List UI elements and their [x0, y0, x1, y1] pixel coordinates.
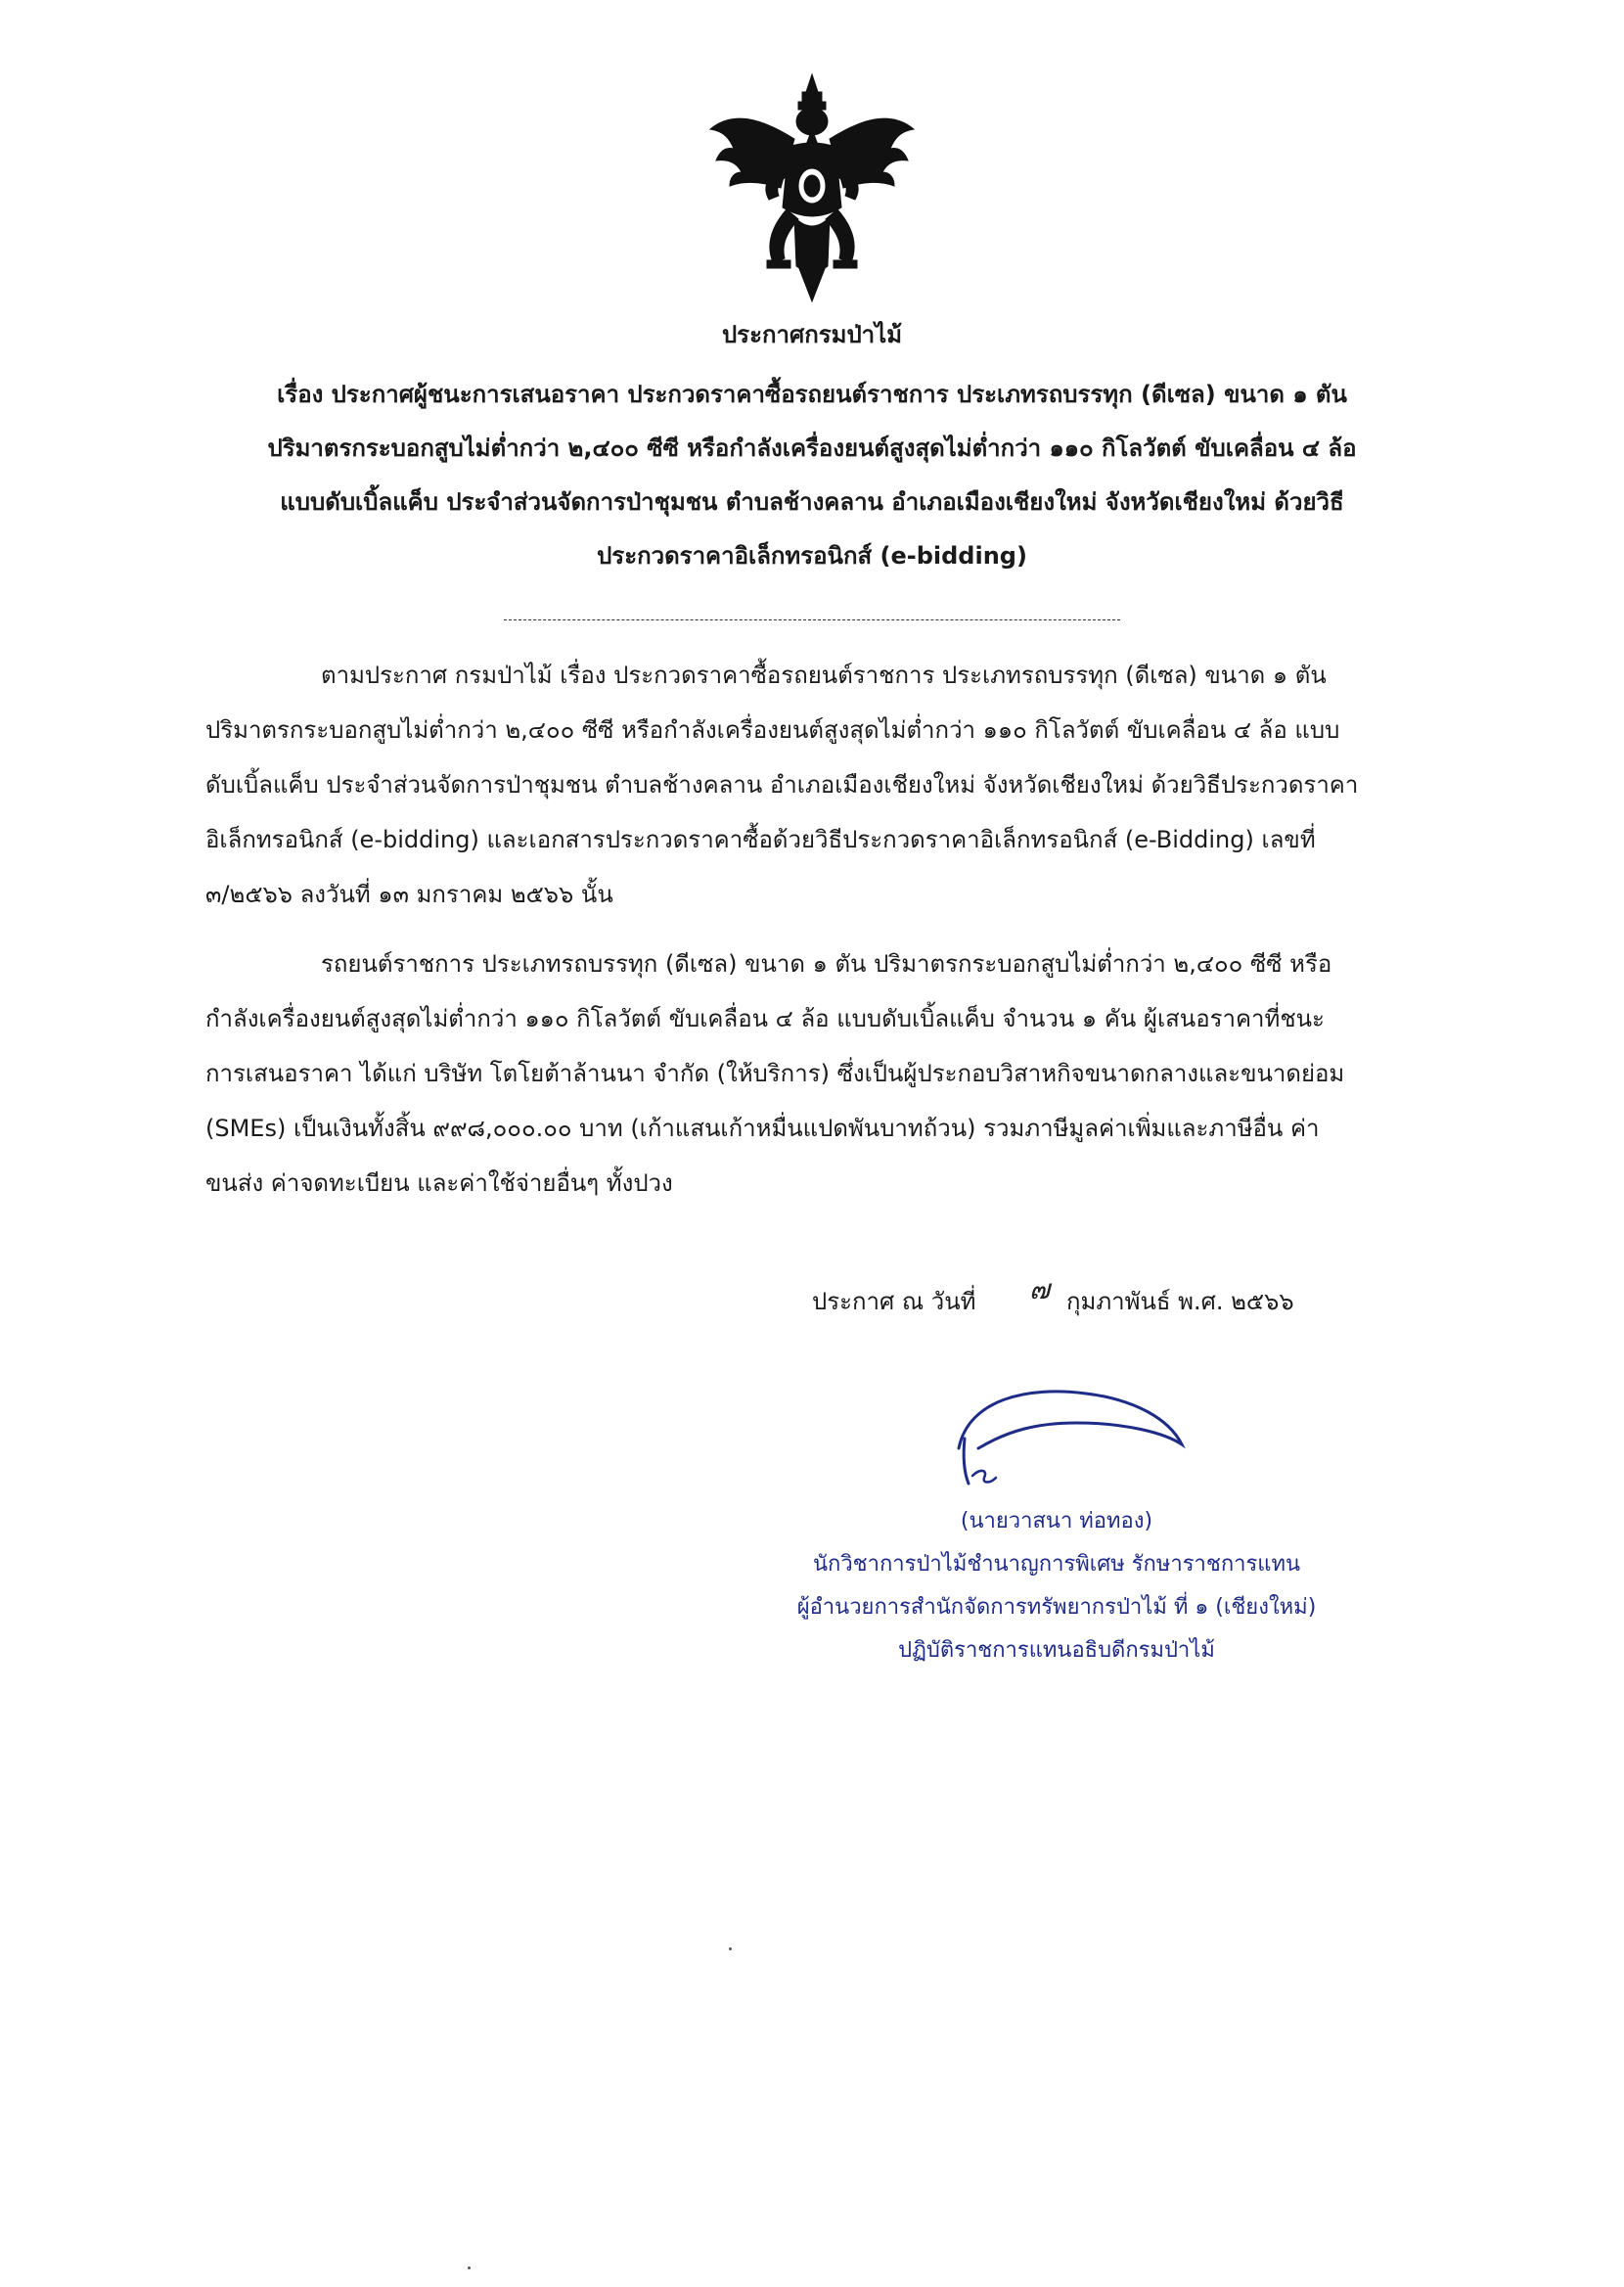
paragraph2-line-2: กำลังเครื่องยนต์สูงสุดไม่ต่ำกว่า ๑๑๐ กิโลวัตต์ ขับเคลื่อน ๔ ล้อ แบบดับเบิ้ลแค็บ จำนวน ๑ คัน ผู้เสนอราคาที่ชนะ — [205, 1005, 1325, 1032]
paragraph2-line-1: รถยนต์ราชการ ประเภทรถบรรทุก (ดีเซล) ขนาด ๑ ตัน ปริมาตรกระบอกสูบไม่ต่ำกว่า ๒,๔๐๐ ซีซี หรือ — [321, 950, 1332, 978]
separator-line — [504, 619, 1120, 620]
paragraph1-line-5: ๓/๒๕๖๖ ลงวันที่ ๑๓ มกราคม ๒๕๖๖ นั้น — [205, 881, 613, 908]
subject-line-1: เรื่อง ประกาศผู้ชนะการเสนอราคา ประกวดราคาซื้อรถยนต์ราชการ ประเภทรถบรรทุก (ดีเซล) ขนาด ๑ ตัน — [277, 381, 1347, 408]
subject-line-4: ประกวดราคาอิเล็กทรอนิกส์ (e-bidding) — [597, 542, 1027, 570]
paragraph2-line-5: ขนส่ง ค่าจดทะเบียน และค่าใช้จ่ายอื่นๆ ทั้งปวง — [205, 1169, 673, 1197]
announcement-title: ประกาศกรมป่าไม้ — [721, 321, 903, 348]
date-day-handwritten: ๗ — [1029, 1273, 1051, 1305]
garuda-emblem-icon — [704, 70, 920, 305]
paragraph1-line-1: ตามประกาศ กรมป่าไม้ เรื่อง ประกวดราคาซื้อรถยนต์ราชการ ประเภทรถบรรทุก (ดีเซล) ขนาด ๑ ตัน — [321, 662, 1327, 689]
paragraph1-line-3: ดับเบิ้ลแค็บ ประจำส่วนจัดการป่าชุมชน ตำบลช้างคลาน อำเภอเมืองเชียงใหม่ จังหวัดเชียงใหม่ ด้วยวิธีประกวดราคา — [205, 771, 1359, 799]
subject-line-3: แบบดับเบิ้ลแค็บ ประจำส่วนจัดการป่าชุมชน ตำบลช้างคลาน อำเภอเมืองเชียงใหม่ จังหวัดเชียงใหม่ ด้วยวิธี — [280, 488, 1344, 516]
signatory-name: (นายวาสนา ท่อทอง) — [960, 1509, 1153, 1533]
signature-mark — [939, 1380, 1194, 1497]
paragraph1-line-4: อิเล็กทรอนิกส์ (e-bidding) และเอกสารประกวดราคาซื้อด้วยวิธีประกวดราคาอิเล็กทรอนิกส์ (e-Bidding) เลขที่ — [205, 826, 1316, 853]
scan-speck — [468, 2266, 471, 2269]
paragraph2-line-4: (SMEs) เป็นเงินทั้งสิ้น ๙๙๘,๐๐๐.๐๐ บาท (เก้าแสนเก้าหมื่นแปดพันบาทถ้วน) รวมภาษีมูลค่าเพิ่มและภาษีอื่น ค่า — [205, 1115, 1320, 1142]
subject-line-2: ปริมาตรกระบอกสูบไม่ต่ำกว่า ๒,๔๐๐ ซีซี หรือกำลังเครื่องยนต์สูงสุดไม่ต่ำกว่า ๑๑๐ กิโลวัตต์ ขับเคลื่อน ๔ ล้อ — [267, 435, 1357, 462]
date-suffix: กุมภาพันธ์ พ.ศ. ๒๕๖๖ — [1066, 1288, 1294, 1315]
signatory-position-2: ผู้อำนวยการสำนักจัดการทรัพยากรป่าไม้ ที่ ๑ (เชียงใหม่) — [796, 1595, 1317, 1620]
paragraph1-line-2: ปริมาตรกระบอกสูบไม่ต่ำกว่า ๒,๔๐๐ ซีซี หรือกำลังเครื่องยนต์สูงสุดไม่ต่ำกว่า ๑๑๐ กิโลวัตต์ ขับเคลื่อน ๔ ล้อ แบบ — [205, 716, 1340, 744]
signatory-position-3: ปฏิบัติราชการแทนอธิบดีกรมป่าไม้ — [898, 1638, 1215, 1663]
signatory-position-1: นักวิชาการป่าไม้ชำนาญการพิเศษ รักษาราชการแทน — [812, 1552, 1301, 1577]
scan-speck — [729, 1947, 732, 1950]
paragraph2-line-3: การเสนอราคา ได้แก่ บริษัท โตโยต้าล้านนา จำกัด (ให้บริการ) ซึ่งเป็นผู้ประกอบวิสาหกิจขนาดกลางและขนาดย่อม — [205, 1060, 1345, 1087]
date-prefix: ประกาศ ณ วันที่ — [812, 1288, 976, 1315]
